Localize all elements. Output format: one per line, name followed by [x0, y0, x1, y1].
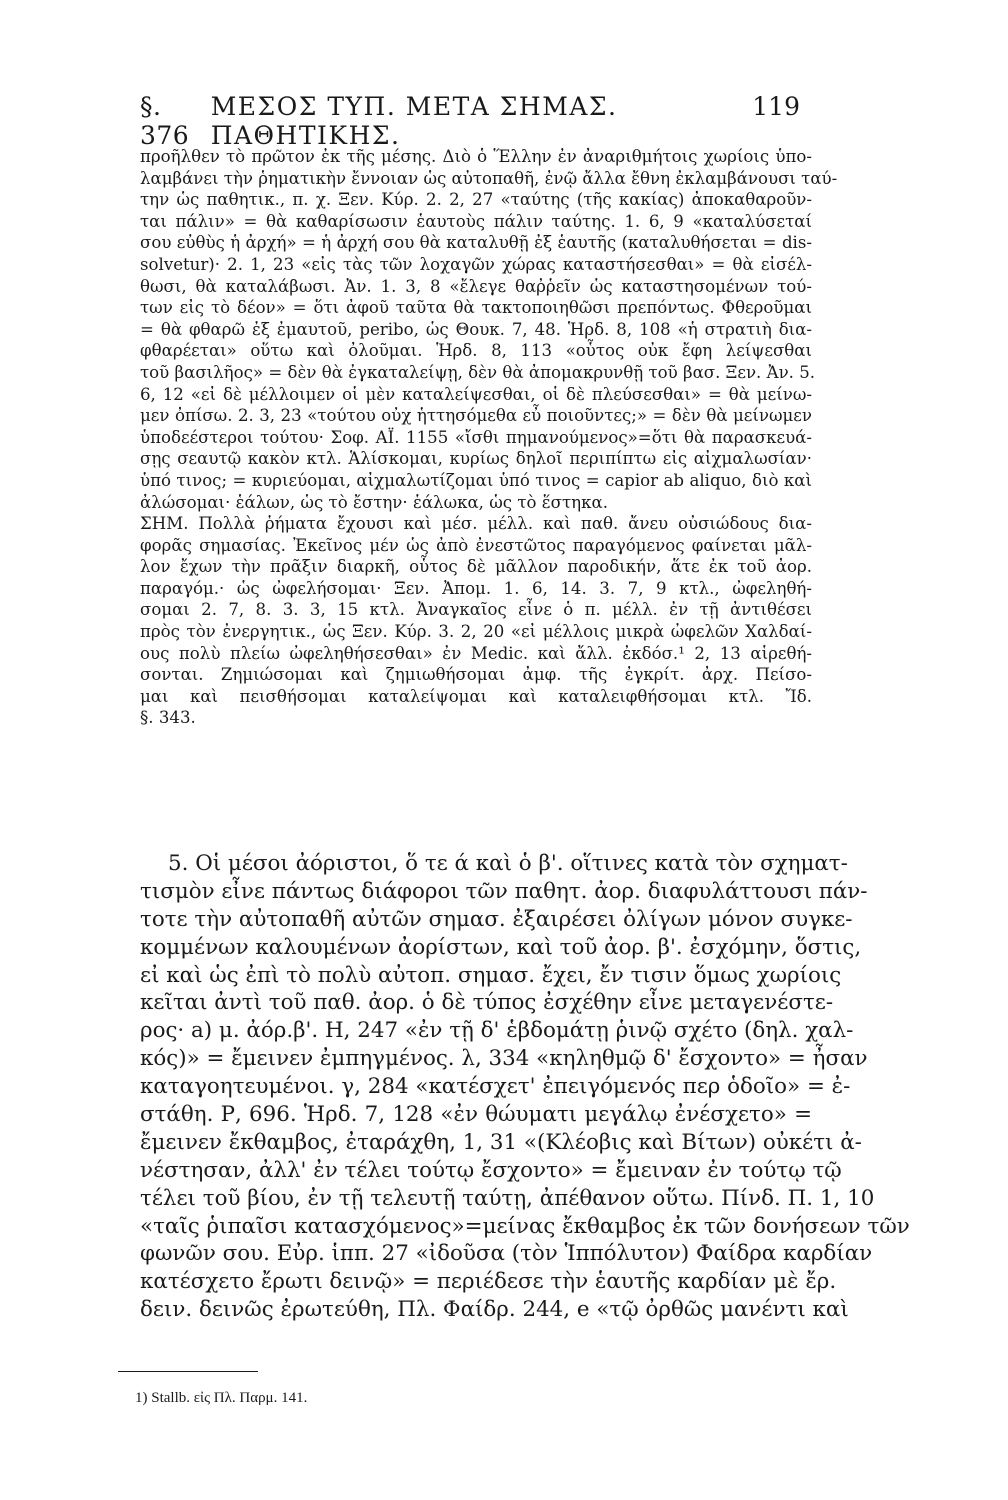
body-text-line: νέστησαν, ἀλλ' ἐν τέλει τούτῳ ἔσχοντο» = ἔμειναν ἐν τούτῳ τῷ [140, 1157, 842, 1183]
body-text-line: κατέσχετο ἔρωτι δεινῷ» = περιέδεσε τὴν ἑαυτῆς καρδίαν μὲ ἔρ. [140, 1269, 837, 1295]
small-text-line: ους πολὺ πλείω ὠφεληθήσεσθαι» ἐν Medic. καὶ ἄλλ. ἐκδόσ.¹ 2, 13 αἱρεθή- [140, 643, 812, 663]
small-text-line: λαμβάνει τὴν ῥηματικὴν ἔννοιαν ὡς αὐτοπαθῆ, ἐνῷ ἄλλα ἔθνη ἐκλαμβάνουσι ταύ- [140, 168, 838, 188]
small-text-line: των εἰς τὸ δέον» = ὅτι ἀφοῦ ταῦτα θὰ τακτοποιηθῶσι πρεπόντως. Φθεροῦμαι [140, 298, 812, 318]
small-text-line: σου εὐθὺς ἡ ἀρχή» = ἡ ἀρχή σου θὰ καταλυθῇ ἐξ ἑαυτῆς (καταλυθήσεται = dis- [140, 233, 812, 253]
body-text-line: 5. Οἱ μέσοι ἀόριστοι, ὅ τε ά καὶ ὁ β'. οἵτινες κατὰ τὸν σχηματ- [168, 851, 848, 876]
small-text-line: 6, 12 «εἰ δὲ μέλλοιμεν οἱ μὲν καταλείψεσθαι, οἱ δὲ πλεύσεσθαι» = θὰ μείνω- [140, 384, 812, 404]
small-text-line: σονται. Ζημιώσομαι καὶ ζημιωθήσομαι ἀμφ. τῆς ἐγκρίτ. ἀρχ. Πείσο- [140, 665, 812, 685]
small-text-line: solvetur)· 2. 1, 23 «εἰς τὰς τῶν λοχαγῶν χώρας καταστήσεσθαι» = θὰ εἰσέλ- [140, 254, 812, 274]
body-text-line: «ταῖς ῥιπαῖσι κατασχόμενος»=μείνας ἔκθαμβος ἐκ τῶν δονήσεων τῶν [140, 1213, 910, 1239]
small-text-line: τοῦ βασιλῆος» = δὲν θὰ ἐγκαταλείψῃ, δὲν θὰ ἀπομακρυνθῇ τοῦ βασ. Ξεν. Ἀν. 5. [140, 362, 816, 382]
body-text-line: ἔμεινεν ἔκθαμβος, ἐταράχθη, 1, 31 «(Κλέοβις καὶ Βίτων) οὐκέτι ἀ- [140, 1129, 862, 1155]
small-text-line: ὑπό τινος; = κυριεύομαι, αἰχμαλωτίζομαι ὑπό τινος = capior ab aliquo, διὸ καὶ [140, 470, 812, 490]
running-title: ΜΕΣΟΣ ΤΥΠ. ΜΕΤΑ ΣΗΜΑΣ. ΠΑΘΗΤΙΚΗΣ. [210, 92, 618, 150]
page-number: 119 [752, 92, 800, 121]
small-text-line: λον ἔχων τὴν πρᾶξιν διαρκῆ, οὗτος δὲ μᾶλλον παροδικήν, ἅτε ἐκ τοῦ ἀορ. [140, 557, 812, 577]
body-text-line: κεῖται ἀντὶ τοῦ παθ. ἀορ. ὁ δὲ τύπος ἐσχέθην εἶνε μεταγενέστε- [140, 990, 834, 1016]
body-text-line: κομμένων καλουμένων ἀορίστων, καὶ τοῦ ἀορ. β'. ἐσχόμην, ὅστις, [140, 934, 862, 960]
body-text-line: τέλει τοῦ βίου, ἐν τῇ τελευτῇ ταύτῃ, ἀπέθανον οὕτω. Πίνδ. Π. 1, 10 [140, 1185, 875, 1211]
small-text-line: σομαι 2. 7, 8. 3. 3, 15 κτλ. Ἀναγκαῖος εἶνε ὁ π. μέλλ. ἐν τῇ ἀντιθέσει [140, 600, 812, 620]
small-text-line: = θὰ φθαρῶ ἐξ ἐμαυτοῦ, peribo, ὡς Θουκ. 7, 48. Ἡρδ. 8, 108 «ἡ στρατιὴ δια- [140, 319, 812, 339]
footnote: 1) Stallb. εἰς Πλ. Παρμ. 141. [135, 1390, 308, 1406]
running-header [140, 92, 800, 150]
small-text-line: φθαρέεται» οὕτω καὶ ὀλοῦμαι. Ἡρδ. 8, 113 «οὗτος οὐκ ἔφη λείψεσθαι [140, 341, 812, 361]
small-text-line: §. 343. [140, 708, 196, 728]
section-number: §. 376 [140, 92, 190, 150]
body-text-line: δειν. δεινῶς ἐρωτεύθη, Πλ. Φαίδρ. 244, e «τῷ ὀρθῶς μανέντι καὶ [140, 1297, 849, 1323]
small-text-line: παραγόμ.· ὡς ὠφελήσομαι· Ξεν. Ἀπομ. 1. 6, 14. 3. 7, 9 κτλ., ὠφεληθή- [140, 578, 812, 598]
small-text-line: την ὡς παθητικ., π. χ. Ξεν. Κύρ. 2. 2, 27 «ταύτης (τῆς κακίας) ἀποκαθαροῦν- [140, 190, 812, 210]
small-text-line: σῃς σεαυτῷ κακὸν κτλ. Ἁλίσκομαι, κυρίως δηλοῖ περιπίπτω εἰς αἰχμαλωσίαν· [140, 449, 812, 469]
small-text-line: ὑποδεέστεροι τούτου· Σοφ. ΑΪ. 1155 «ἴσθι πημανούμενος»=ὅτι θὰ παρασκευά- [140, 427, 812, 447]
body-text-line: φωνῶν σου. Εὐρ. ἱππ. 27 «ἰδοῦσα (τὸν Ἱππόλυτον) Φαίδρα καρδίαν [140, 1241, 873, 1267]
section-5-paragraph [140, 850, 910, 1324]
small-text-line: θωσι, θὰ καταλάβωσι. Ἀν. 1. 3, 8 «ἔλεγε θαῤῥεῖν ὡς καταστησομένων τού- [140, 276, 812, 296]
body-text-line: καταγοητευμένοι. γ, 284 «κατέσχετ' ἐπειγόμενός περ ὁδοῖο» = ἐ- [140, 1074, 851, 1100]
small-text-line: προῆλθεν τὸ πρῶτον ἐκ τῆς μέσης. Διὸ ὁ Ἕλλην ἐν ἀναριθμήτοις χωρίοις ὑπο- [140, 147, 812, 166]
body-text-line: τισμὸν εἶνε πάντως διάφοροι τῶν παθητ. ἀορ. διαφυλάττουσι πάν- [140, 878, 868, 904]
body-text-line: κός)» = ἔμεινεν ἐμπηγμένος. λ, 334 «κηληθμῷ δ' ἔσχοντο» = ἦσαν [140, 1046, 868, 1072]
small-text-line: ΣΗΜ. Πολλὰ ῥήματα ἔχουσι καὶ μέσ. μέλλ. καὶ παθ. ἄνευ οὐσιώδους δια- [140, 514, 812, 534]
small-text-line: πρὸς τὸν ἐνεργητικ., ὡς Ξεν. Κύρ. 3. 2, 20 «εἰ μέλλοις μικρὰ ὠφελῶν Χαλδαί- [140, 622, 812, 642]
body-text-line: εἰ καὶ ὡς ἐπὶ τὸ πολὺ αὐτοπ. σημασ. ἔχει, ἔν τισιν ὅμως χωρίοις [140, 962, 842, 988]
body-text-line: τοτε τὴν αὐτοπαθῆ αὐτῶν σημασ. ἐξαιρέσει ὀλίγων μόνον συγκε- [140, 906, 853, 932]
body-text-line: στάθη. Ρ, 696. Ἡρδ. 7, 128 «ἐν θώυματι μεγάλῳ ἐνέσχετο» = [140, 1102, 812, 1128]
small-text-line: ἀλώσομαι· ἑάλων, ὡς τὸ ἔστην· ἑάλωκα, ὡς τὸ ἕστηκα. [140, 492, 608, 512]
small-text-line: μαι καὶ πεισθήσομαι καταλείψομαι καὶ καταλειφθήσομαι κτλ. Ἴδ. [140, 686, 812, 706]
small-text-line: φορᾶς σημασίας. Ἐκεῖνος μέν ὡς ἀπὸ ἐνεστῶτος παραγόμενος φαίνεται μᾶλ- [140, 535, 812, 555]
small-text-line: μεν ὀπίσω. 2. 3, 23 «τούτου οὐχ ἡττησόμεθα εὖ ποιοῦντες;» = δὲν θὰ μείνωμεν [140, 406, 812, 426]
body-text-line: ρος· a) μ. ἀόρ.β'. Η, 247 «ἐν τῇ δ' ἑβδομάτῃ ῥινῷ σχέτο (δηλ. χαλ- [140, 1018, 854, 1044]
small-text-line: ται πάλιν» = θὰ καθαρίσωσιν ἑαυτοὺς πάλιν ταύτης. 1. 6, 9 «καταλύσεταί [140, 211, 812, 231]
footnote-rule [118, 1371, 258, 1372]
small-print-paragraph [140, 146, 838, 729]
